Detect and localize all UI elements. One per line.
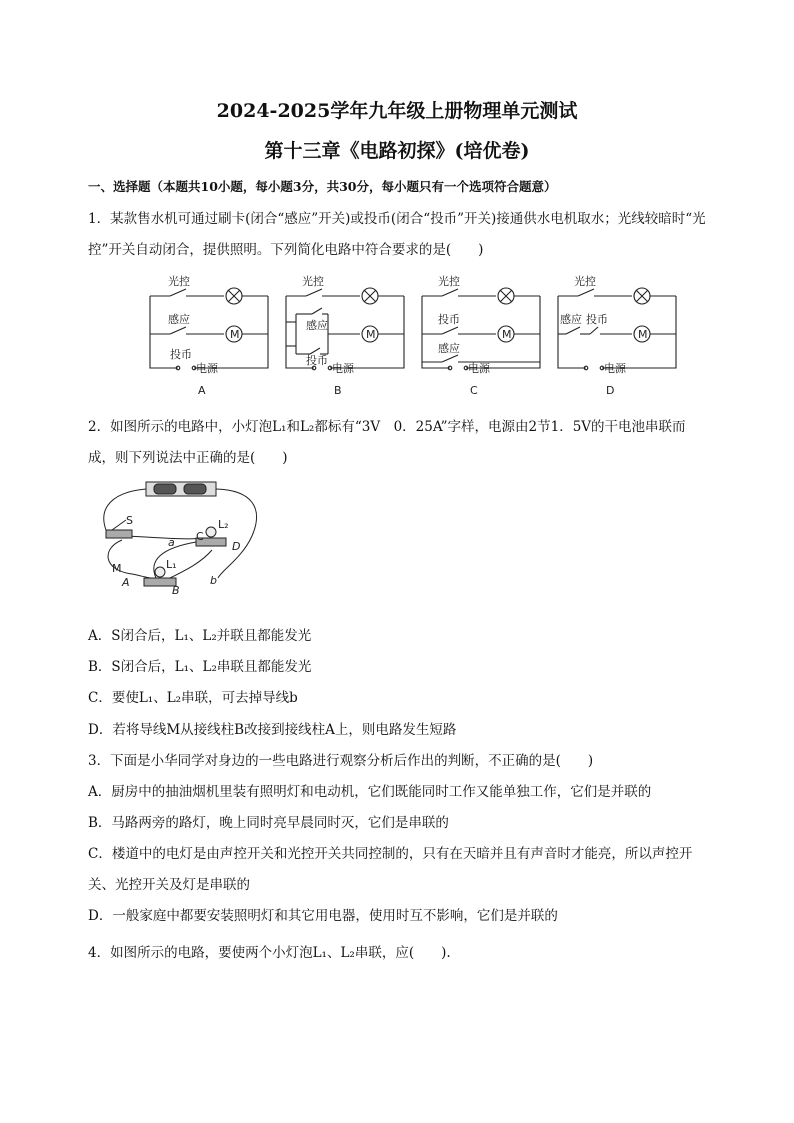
fig-b-src: 电源 (332, 362, 354, 375)
fig-c-letter: C (470, 384, 478, 397)
q3-stem: 3．下面是小华同学对身边的一些电路进行观察分析后作出的判断，不正确的是( ) (88, 753, 594, 769)
fig-b-bot: 投币 (306, 354, 328, 367)
q2-label-s: S (126, 514, 133, 527)
fig-c-motor: M (502, 328, 512, 341)
q2-label-l1: L₁ (166, 558, 177, 571)
fig-b-motor: M (366, 328, 376, 341)
q2-label-a-post: A (122, 576, 130, 589)
section-heading: 一、选择题（本题共10小题，每小题3分，共30分，每小题只有一个选项符合题意） (88, 179, 557, 194)
q2-circuit-figure (92, 478, 272, 600)
q2-option-b: B．S闭合后，L₁、L₂串联且都能发光 (88, 659, 312, 675)
fig-b-letter: B (334, 384, 342, 397)
q2-stem-line1: 2．如图所示的电路中，小灯泡L₁和L₂都标有“3V 0．25A”字样，电源由2节1．5V的干电池串联而 (88, 419, 686, 435)
q3-option-b: B．马路两旁的路灯，晚上同时亮早晨同时灭，它们是串联的 (88, 815, 449, 831)
fig-a-src: 电源 (196, 362, 218, 375)
fig-d-motor: M (638, 328, 648, 341)
circuit-a (150, 288, 268, 370)
q1-stem-line2: 控”开关自动闭合，提供照明。下列简化电路中符合要求的是( ) (88, 242, 484, 258)
q2-label-c: C (196, 530, 204, 543)
circuit-b (286, 288, 404, 370)
q3-option-d: D．一般家庭中都要安装照明灯和其它用电器，使用时互不影响，它们是并联的 (88, 908, 558, 924)
fig-a-bot: 投币 (170, 348, 192, 361)
fig-d-src: 电源 (604, 362, 626, 375)
fig-a-top: 光控 (168, 275, 190, 288)
q3-option-c-line1: C．楼道中的电灯是由声控开关和光控开关共同控制的，只有在天暗并且有声音时才能亮，所以声控开 (88, 846, 693, 862)
fig-d-mid: 感应 (560, 313, 582, 326)
q4-stem: 4．如图所示的电路，要使两个小灯泡L₁、L₂串联，应( ). (88, 945, 451, 961)
q2-stem-line2: 成，则下列说法中正确的是( ) (88, 450, 288, 466)
fig-c-top: 光控 (438, 275, 460, 288)
fig-b-mid: 感应 (306, 319, 328, 332)
q2-label-b-wire: b (210, 574, 217, 587)
fig-d-top: 光控 (574, 275, 596, 288)
fig-a-motor: M (230, 328, 240, 341)
fig-c-mid: 投币 (438, 313, 460, 326)
circuit-c (422, 288, 540, 370)
q2-option-a: A．S闭合后，L₁、L₂并联且都能发光 (88, 628, 312, 644)
fig-d-mid2: 投币 (586, 313, 608, 326)
circuit-d (558, 288, 676, 370)
q2-option-d: D．若将导线M从接线柱B改接到接线柱A上，则电路发生短路 (88, 722, 457, 738)
q3-option-c-line2: 关、光控开关及灯是串联的 (88, 877, 250, 893)
q3-option-a: A．厨房中的抽油烟机里装有照明灯和电动机，它们既能同时工作又能单独工作，它们是并联的 (88, 784, 652, 800)
q1-stem-line1: 1．某款售水机可通过刷卡(闭合“感应”开关)或投币(闭合“投币”开关)接通供水电机取水；光线较暗时“光 (88, 211, 706, 227)
q1-circuit-figures (140, 272, 680, 400)
fig-a-mid: 感应 (168, 313, 190, 326)
q2-label-d: D (232, 540, 241, 553)
fig-b-top: 光控 (302, 275, 324, 288)
exam-title: 2024-2025学年九年级上册物理单元测试 (216, 100, 578, 122)
fig-a-letter: A (198, 384, 206, 397)
fig-c-bot: 感应 (438, 342, 460, 355)
q2-option-c: C．要使L₁、L₂串联，可去掉导线b (88, 690, 298, 706)
exam-subtitle: 第十三章《电路初探》(培优卷) (264, 140, 530, 162)
q2-label-m: M (112, 562, 122, 575)
fig-d-letter: D (606, 384, 615, 397)
q2-label-a: a (168, 536, 175, 549)
q2-label-b-post: B (172, 584, 180, 597)
fig-c-src: 电源 (468, 362, 490, 375)
q2-label-l2: L₂ (218, 518, 229, 531)
